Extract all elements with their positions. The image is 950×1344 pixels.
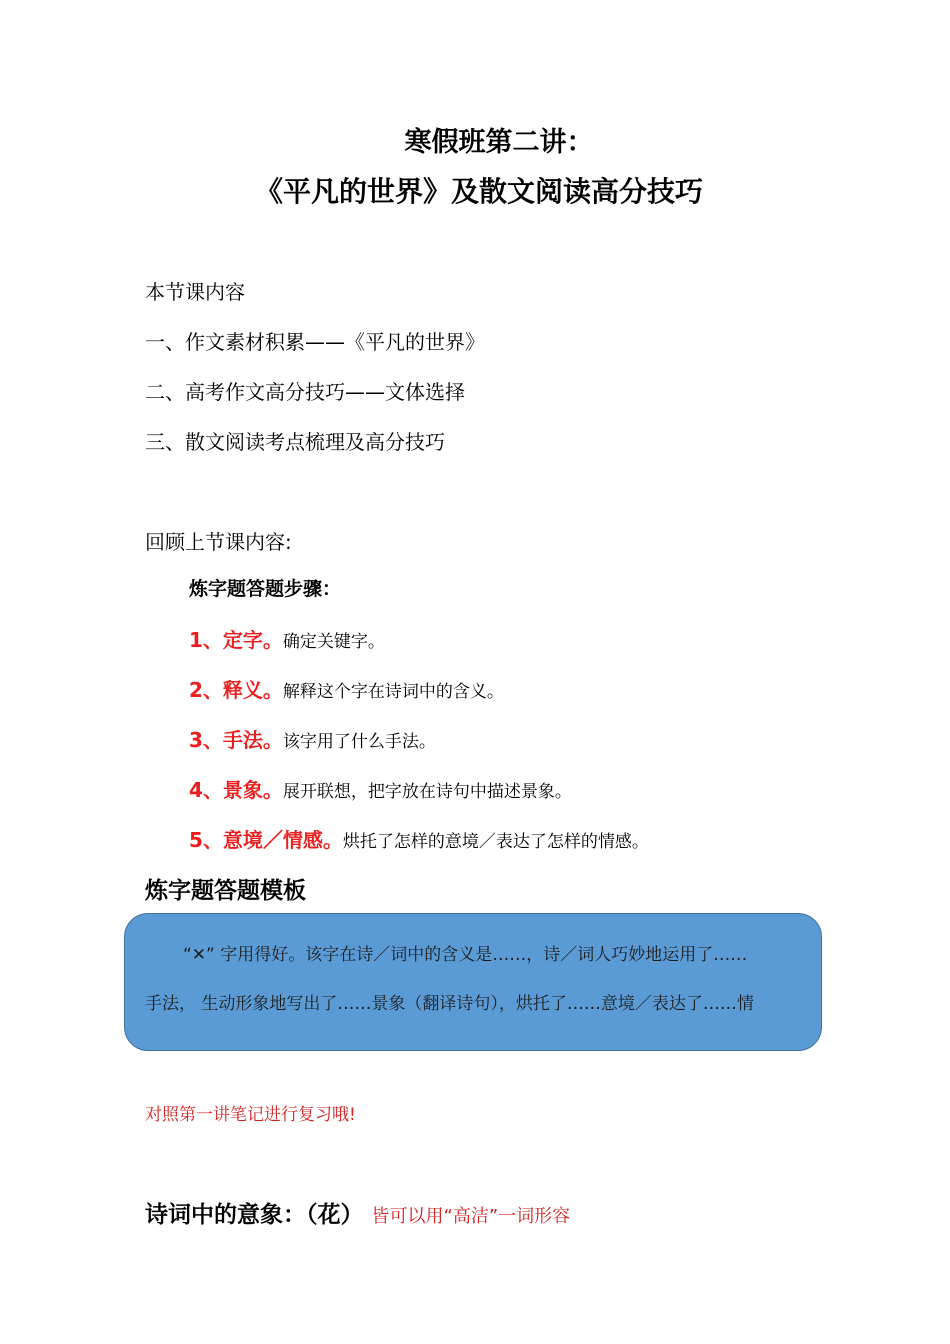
- contents-item-1: 一、作文素材积累——《平凡的世界》: [145, 330, 485, 354]
- step-5-label: 5、意境／情感。: [189, 828, 343, 852]
- step-4-desc: 展开联想，把字放在诗句中描述景象。: [282, 782, 572, 802]
- template-line-1: “✕” 字用得好。该字在诗／词中的含义是……，诗／词人巧妙地运用了……: [183, 945, 748, 965]
- contents-item-3: 三、散文阅读考点梳理及高分技巧: [145, 430, 445, 454]
- imagery-heading: [145, 1196, 570, 1229]
- step-5-desc: 烘托了怎样的意境／表达了怎样的情感。: [342, 832, 649, 852]
- contents-heading: 本节课内容: [145, 280, 245, 304]
- imagery-heading-text: 诗词中的意象：（花）: [145, 1202, 364, 1228]
- step-5: [189, 824, 649, 853]
- step-4: [189, 774, 572, 803]
- contents-item-2: 二、高考作文高分技巧——文体选择: [145, 380, 465, 404]
- document-subtitle: 《平凡的世界》及散文阅读高分技巧: [254, 175, 703, 208]
- step-3: [189, 724, 436, 753]
- step-1-label: 1、定字。: [189, 628, 283, 652]
- review-heading: 回顾上节课内容:: [145, 530, 292, 554]
- step-2-desc: 解释这个字在诗词中的含义。: [282, 682, 504, 702]
- step-1: [189, 624, 385, 653]
- step-4-label: 4、景象。: [189, 778, 283, 802]
- review-note: 对照第一讲笔记进行复习哦!: [145, 1105, 356, 1125]
- answer-template-box: [124, 913, 822, 1051]
- step-2-label: 2、释义。: [189, 678, 283, 702]
- document-title: 寒假班第二讲：: [404, 127, 594, 158]
- steps-heading: 炼字题答题步骤：: [189, 578, 342, 600]
- step-1-desc: 确定关键字。: [282, 632, 385, 652]
- step-2: [189, 674, 504, 703]
- step-3-desc: 该字用了什么手法。: [282, 732, 436, 752]
- imagery-note: 皆可以用“高洁”一词形容: [371, 1206, 571, 1227]
- template-line-2: 手法， 生动形象地写出了……景象（翻译诗句），烘托了……意境／表达了……情: [145, 994, 754, 1014]
- template-heading: 炼字题答题模板: [145, 878, 306, 904]
- step-3-label: 3、手法。: [189, 728, 283, 752]
